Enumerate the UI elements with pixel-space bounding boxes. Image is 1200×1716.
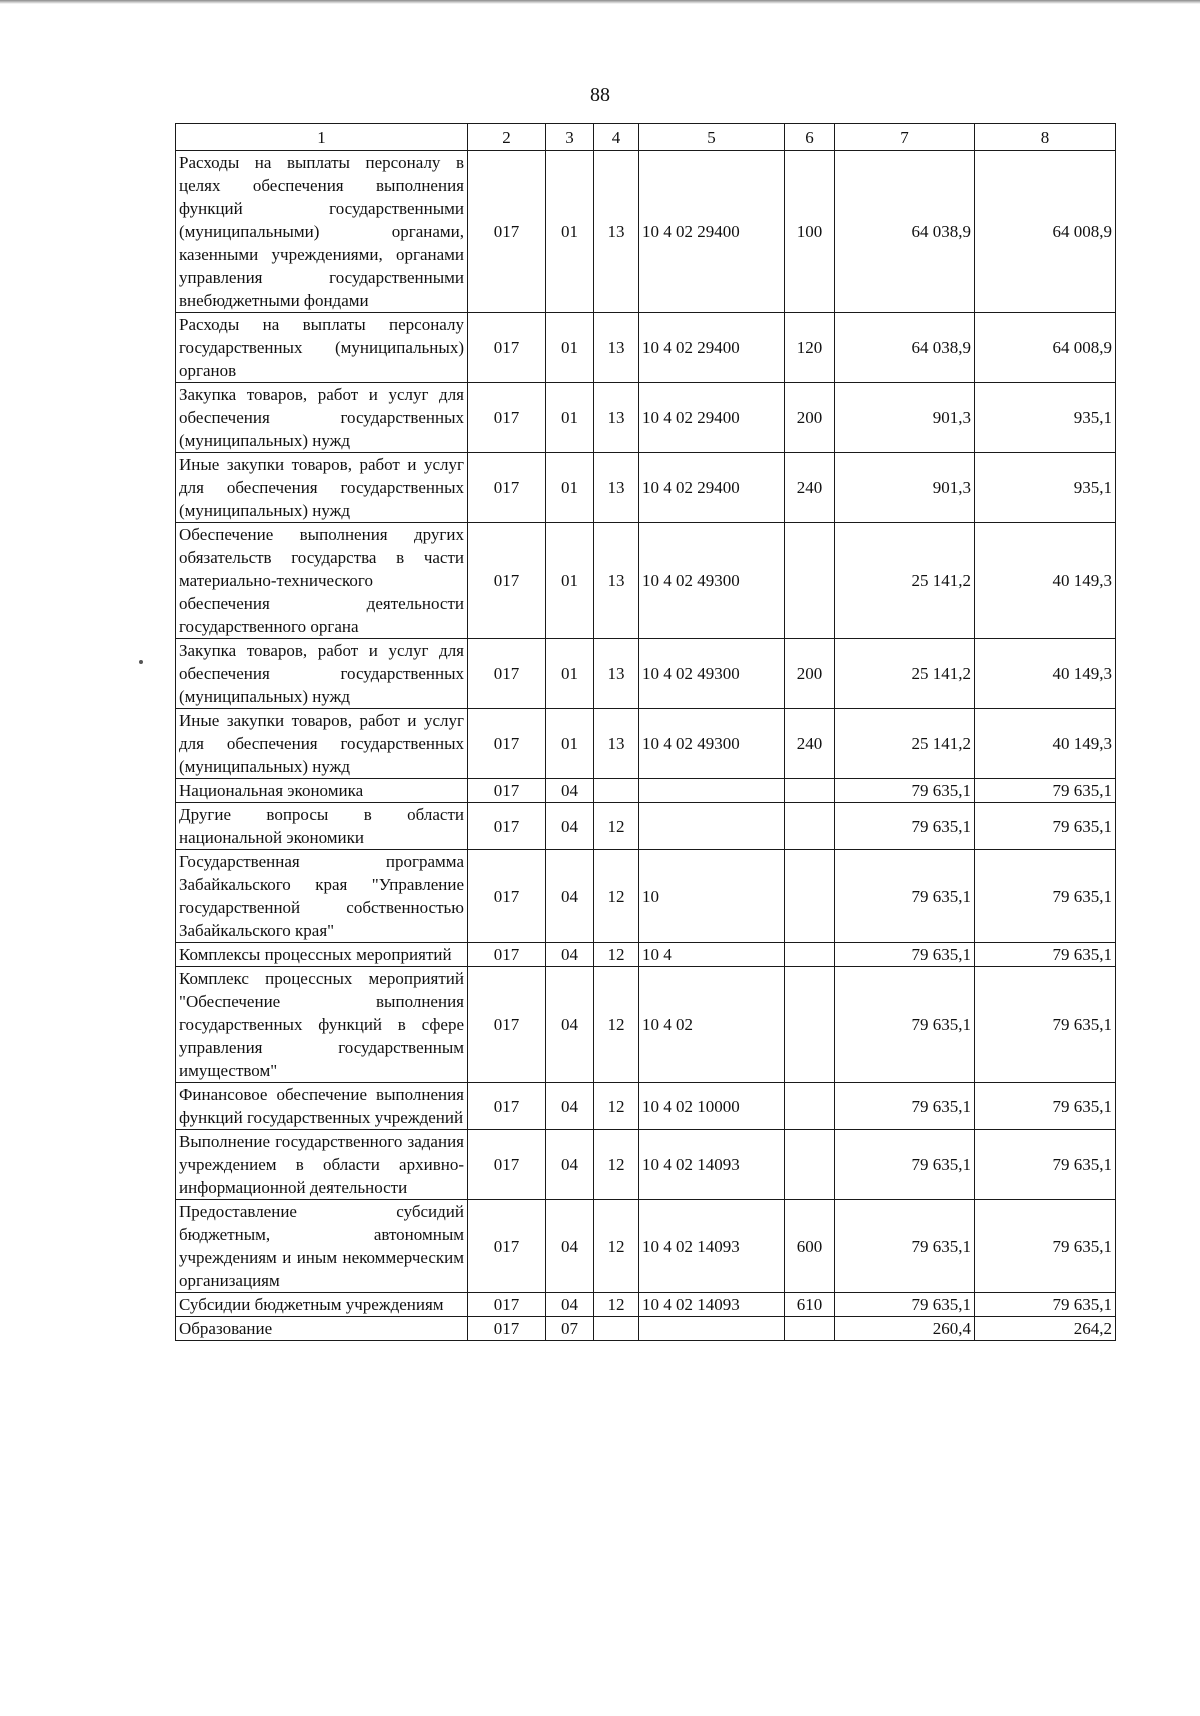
cell-expense-type bbox=[785, 967, 835, 1083]
table-row bbox=[176, 151, 1116, 313]
cell-subsection: 12 bbox=[594, 1083, 639, 1130]
cell-section: 01 bbox=[546, 313, 594, 383]
cell-target-article: 10 bbox=[639, 850, 785, 943]
cell-section: 01 bbox=[546, 151, 594, 313]
cell-amount-year1: 25 141,2 bbox=[835, 639, 975, 709]
cell-amount-year1: 79 635,1 bbox=[835, 1293, 975, 1317]
row-name: Национальная экономика bbox=[176, 779, 468, 803]
cell-amount-year1: 25 141,2 bbox=[835, 709, 975, 779]
cell-target-article: 10 4 02 14093 bbox=[639, 1130, 785, 1200]
cell-ministry: 017 bbox=[468, 803, 546, 850]
cell-ministry: 017 bbox=[468, 967, 546, 1083]
scan-dot bbox=[139, 660, 143, 664]
cell-amount-year2: 264,2 bbox=[975, 1317, 1116, 1341]
table-row bbox=[176, 967, 1116, 1083]
cell-ministry: 017 bbox=[468, 1293, 546, 1317]
table-row bbox=[176, 943, 1116, 967]
budget-table bbox=[175, 123, 1116, 1341]
row-name: Закупка товаров, работ и услуг для обеспечения государственных (муниципальных) нужд bbox=[176, 383, 468, 453]
cell-target-article: 10 4 02 14093 bbox=[639, 1293, 785, 1317]
cell-target-article bbox=[639, 803, 785, 850]
row-name: Закупка товаров, работ и услуг для обеспечения государственных (муниципальных) нужд bbox=[176, 639, 468, 709]
header-cell-7: 7 bbox=[835, 124, 975, 151]
row-name: Комплекс процессных мероприятий "Обеспечение выполнения государственных функций в сфере управления государственным имуществом" bbox=[176, 967, 468, 1083]
cell-section: 01 bbox=[546, 523, 594, 639]
table-row bbox=[176, 850, 1116, 943]
row-name: Другие вопросы в области национальной экономики bbox=[176, 803, 468, 850]
row-name: Расходы на выплаты персоналу в целях обеспечения выполнения функций государственными (муниципальными) органами, казенными учреждениями, органами управления государственными внебюджетными фондами bbox=[176, 151, 468, 313]
cell-subsection: 13 bbox=[594, 523, 639, 639]
cell-ministry: 017 bbox=[468, 151, 546, 313]
cell-subsection bbox=[594, 1317, 639, 1341]
cell-amount-year2: 64 008,9 bbox=[975, 313, 1116, 383]
table-row bbox=[176, 1083, 1116, 1130]
cell-expense-type bbox=[785, 523, 835, 639]
cell-target-article: 10 4 02 49300 bbox=[639, 639, 785, 709]
table-row bbox=[176, 1200, 1116, 1293]
cell-target-article: 10 4 02 14093 bbox=[639, 1200, 785, 1293]
cell-expense-type bbox=[785, 1130, 835, 1200]
cell-expense-type: 610 bbox=[785, 1293, 835, 1317]
row-name: Комплексы процессных мероприятий bbox=[176, 943, 468, 967]
cell-subsection: 12 bbox=[594, 803, 639, 850]
cell-section: 04 bbox=[546, 803, 594, 850]
cell-amount-year2: 64 008,9 bbox=[975, 151, 1116, 313]
cell-subsection: 12 bbox=[594, 967, 639, 1083]
cell-expense-type: 240 bbox=[785, 709, 835, 779]
cell-amount-year2: 40 149,3 bbox=[975, 523, 1116, 639]
row-name: Предоставление субсидий бюджетным, автономным учреждениям и иным некоммерческим организациям bbox=[176, 1200, 468, 1293]
cell-amount-year2: 79 635,1 bbox=[975, 1293, 1116, 1317]
cell-ministry: 017 bbox=[468, 453, 546, 523]
cell-section: 01 bbox=[546, 383, 594, 453]
cell-section: 04 bbox=[546, 779, 594, 803]
cell-ministry: 017 bbox=[468, 850, 546, 943]
cell-section: 04 bbox=[546, 1200, 594, 1293]
cell-amount-year1: 79 635,1 bbox=[835, 1200, 975, 1293]
cell-ministry: 017 bbox=[468, 383, 546, 453]
cell-amount-year1: 64 038,9 bbox=[835, 151, 975, 313]
table-header-row bbox=[176, 124, 1116, 151]
cell-amount-year1: 64 038,9 bbox=[835, 313, 975, 383]
header-cell-6: 6 bbox=[785, 124, 835, 151]
cell-amount-year2: 79 635,1 bbox=[975, 967, 1116, 1083]
cell-subsection bbox=[594, 779, 639, 803]
cell-ministry: 017 bbox=[468, 313, 546, 383]
cell-amount-year2: 79 635,1 bbox=[975, 779, 1116, 803]
cell-section: 01 bbox=[546, 639, 594, 709]
cell-subsection: 13 bbox=[594, 383, 639, 453]
header-cell-5: 5 bbox=[639, 124, 785, 151]
cell-ministry: 017 bbox=[468, 1200, 546, 1293]
cell-section: 07 bbox=[546, 1317, 594, 1341]
table-row bbox=[176, 779, 1116, 803]
cell-target-article: 10 4 02 10000 bbox=[639, 1083, 785, 1130]
cell-section: 04 bbox=[546, 1083, 594, 1130]
cell-amount-year2: 40 149,3 bbox=[975, 639, 1116, 709]
cell-subsection: 12 bbox=[594, 850, 639, 943]
cell-subsection: 13 bbox=[594, 453, 639, 523]
cell-subsection: 12 bbox=[594, 943, 639, 967]
header-cell-3: 3 bbox=[546, 124, 594, 151]
header-cell-8: 8 bbox=[975, 124, 1116, 151]
cell-expense-type: 600 bbox=[785, 1200, 835, 1293]
cell-subsection: 13 bbox=[594, 151, 639, 313]
cell-expense-type bbox=[785, 779, 835, 803]
cell-ministry: 017 bbox=[468, 1317, 546, 1341]
cell-section: 04 bbox=[546, 1293, 594, 1317]
cell-section: 04 bbox=[546, 850, 594, 943]
cell-target-article bbox=[639, 1317, 785, 1341]
table-row bbox=[176, 523, 1116, 639]
cell-expense-type: 200 bbox=[785, 639, 835, 709]
table-row bbox=[176, 313, 1116, 383]
cell-target-article: 10 4 02 49300 bbox=[639, 523, 785, 639]
table-row bbox=[176, 709, 1116, 779]
cell-section: 01 bbox=[546, 453, 594, 523]
cell-amount-year1: 25 141,2 bbox=[835, 523, 975, 639]
row-name: Государственная программа Забайкальского края "Управление государственной собственностью Забайкальского края" bbox=[176, 850, 468, 943]
cell-amount-year1: 79 635,1 bbox=[835, 779, 975, 803]
cell-target-article: 10 4 02 49300 bbox=[639, 709, 785, 779]
cell-amount-year2: 79 635,1 bbox=[975, 943, 1116, 967]
row-name: Образование bbox=[176, 1317, 468, 1341]
cell-expense-type: 100 bbox=[785, 151, 835, 313]
cell-ministry: 017 bbox=[468, 523, 546, 639]
cell-amount-year2: 935,1 bbox=[975, 383, 1116, 453]
cell-subsection: 12 bbox=[594, 1293, 639, 1317]
cell-expense-type bbox=[785, 850, 835, 943]
cell-ministry: 017 bbox=[468, 943, 546, 967]
cell-amount-year2: 79 635,1 bbox=[975, 850, 1116, 943]
cell-target-article: 10 4 02 bbox=[639, 967, 785, 1083]
cell-expense-type: 240 bbox=[785, 453, 835, 523]
cell-amount-year2: 79 635,1 bbox=[975, 803, 1116, 850]
cell-amount-year1: 79 635,1 bbox=[835, 850, 975, 943]
cell-target-article: 10 4 bbox=[639, 943, 785, 967]
cell-subsection: 12 bbox=[594, 1200, 639, 1293]
cell-subsection: 12 bbox=[594, 1130, 639, 1200]
cell-ministry: 017 bbox=[468, 709, 546, 779]
cell-amount-year2: 79 635,1 bbox=[975, 1200, 1116, 1293]
row-name: Субсидии бюджетным учреждениям bbox=[176, 1293, 468, 1317]
cell-target-article bbox=[639, 779, 785, 803]
page-number: 88 bbox=[590, 84, 610, 106]
row-name: Обеспечение выполнения других обязательств государства в части материально-технического обеспечения деятельности государственного органа bbox=[176, 523, 468, 639]
cell-ministry: 017 bbox=[468, 779, 546, 803]
cell-subsection: 13 bbox=[594, 709, 639, 779]
table-row bbox=[176, 803, 1116, 850]
cell-target-article: 10 4 02 29400 bbox=[639, 383, 785, 453]
cell-amount-year1: 901,3 bbox=[835, 453, 975, 523]
cell-expense-type: 120 bbox=[785, 313, 835, 383]
cell-target-article: 10 4 02 29400 bbox=[639, 453, 785, 523]
cell-section: 04 bbox=[546, 1130, 594, 1200]
cell-amount-year2: 79 635,1 bbox=[975, 1130, 1116, 1200]
cell-amount-year2: 79 635,1 bbox=[975, 1083, 1116, 1130]
cell-ministry: 017 bbox=[468, 1083, 546, 1130]
cell-amount-year2: 935,1 bbox=[975, 453, 1116, 523]
cell-expense-type bbox=[785, 943, 835, 967]
header-cell-4: 4 bbox=[594, 124, 639, 151]
cell-amount-year1: 79 635,1 bbox=[835, 967, 975, 1083]
cell-amount-year1: 79 635,1 bbox=[835, 1130, 975, 1200]
cell-expense-type bbox=[785, 803, 835, 850]
row-name: Расходы на выплаты персоналу государственных (муниципальных) органов bbox=[176, 313, 468, 383]
cell-expense-type bbox=[785, 1083, 835, 1130]
row-name: Иные закупки товаров, работ и услуг для обеспечения государственных (муниципальных) нужд bbox=[176, 453, 468, 523]
cell-amount-year1: 79 635,1 bbox=[835, 1083, 975, 1130]
scan-top-edge bbox=[0, 0, 1200, 4]
cell-amount-year2: 40 149,3 bbox=[975, 709, 1116, 779]
cell-target-article: 10 4 02 29400 bbox=[639, 313, 785, 383]
cell-section: 04 bbox=[546, 943, 594, 967]
cell-amount-year1: 901,3 bbox=[835, 383, 975, 453]
row-name: Выполнение государственного задания учреждением в области архивно-информационной деятельности bbox=[176, 1130, 468, 1200]
cell-ministry: 017 bbox=[468, 639, 546, 709]
cell-section: 04 bbox=[546, 967, 594, 1083]
table-row bbox=[176, 1130, 1116, 1200]
row-name: Иные закупки товаров, работ и услуг для обеспечения государственных (муниципальных) нужд bbox=[176, 709, 468, 779]
table-row bbox=[176, 453, 1116, 523]
cell-expense-type bbox=[785, 1317, 835, 1341]
cell-amount-year1: 260,4 bbox=[835, 1317, 975, 1341]
header-cell-1: 1 bbox=[176, 124, 468, 151]
cell-subsection: 13 bbox=[594, 313, 639, 383]
cell-amount-year1: 79 635,1 bbox=[835, 803, 975, 850]
table-row bbox=[176, 1317, 1116, 1341]
row-name: Финансовое обеспечение выполнения функций государственных учреждений bbox=[176, 1083, 468, 1130]
table-row bbox=[176, 639, 1116, 709]
cell-subsection: 13 bbox=[594, 639, 639, 709]
cell-expense-type: 200 bbox=[785, 383, 835, 453]
cell-target-article: 10 4 02 29400 bbox=[639, 151, 785, 313]
table-row bbox=[176, 383, 1116, 453]
header-cell-2: 2 bbox=[468, 124, 546, 151]
table-row bbox=[176, 1293, 1116, 1317]
cell-ministry: 017 bbox=[468, 1130, 546, 1200]
cell-section: 01 bbox=[546, 709, 594, 779]
cell-amount-year1: 79 635,1 bbox=[835, 943, 975, 967]
